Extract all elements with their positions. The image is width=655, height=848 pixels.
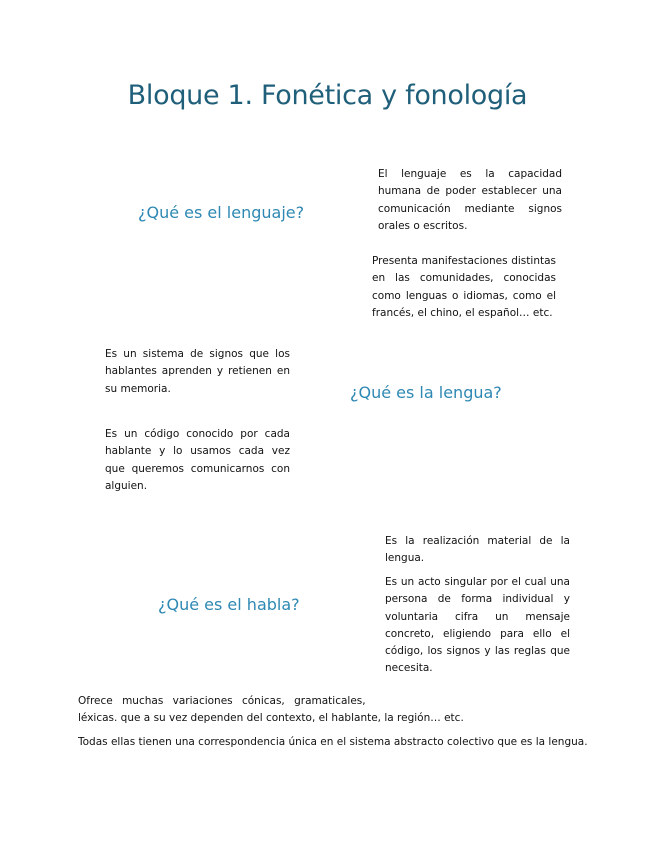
habla-realization: Es la realización material de la lengua. xyxy=(385,535,570,565)
habla-act: Es un acto singular por el cual una persona de forma individual y voluntaria cifra un mensaje concreto, eligiendo para ello el código, los signos y las reglas que necesita. xyxy=(385,576,570,675)
lengua-code: Es un código conocido por cada hablante y lo usamos cada vez que queremos comunicarnos con alguien. xyxy=(105,428,290,492)
variations-line-2: léxicas. que a su vez dependen del contexto, el hablante, la región… etc. xyxy=(78,712,464,724)
question-lengua: ¿Qué es la lengua? xyxy=(350,383,502,402)
lenguaje-manifestations: Presenta manifestaciones distintas en las comunidades, conocidas como lenguas o idiomas, como el francés, el chino, el español… etc. xyxy=(372,255,556,319)
question-habla: ¿Qué es el habla? xyxy=(158,595,300,614)
variations-line-1: Ofrece muchas variaciones cónicas, gramaticales, xyxy=(78,695,366,707)
page-title: Bloque 1. Fonética y fonología xyxy=(127,80,528,111)
lenguaje-definition: El lenguaje es la capacidad humana de poder establecer una comunicación mediante signos orales o escritos. xyxy=(378,168,562,232)
summary-line: Todas ellas tienen una correspondencia única en el sistema abstracto colectivo que es la lengua. xyxy=(78,736,588,748)
lengua-system: Es un sistema de signos que los hablantes aprenden y retienen en su memoria. xyxy=(105,348,290,395)
question-lenguaje: ¿Qué es el lenguaje? xyxy=(138,203,305,222)
